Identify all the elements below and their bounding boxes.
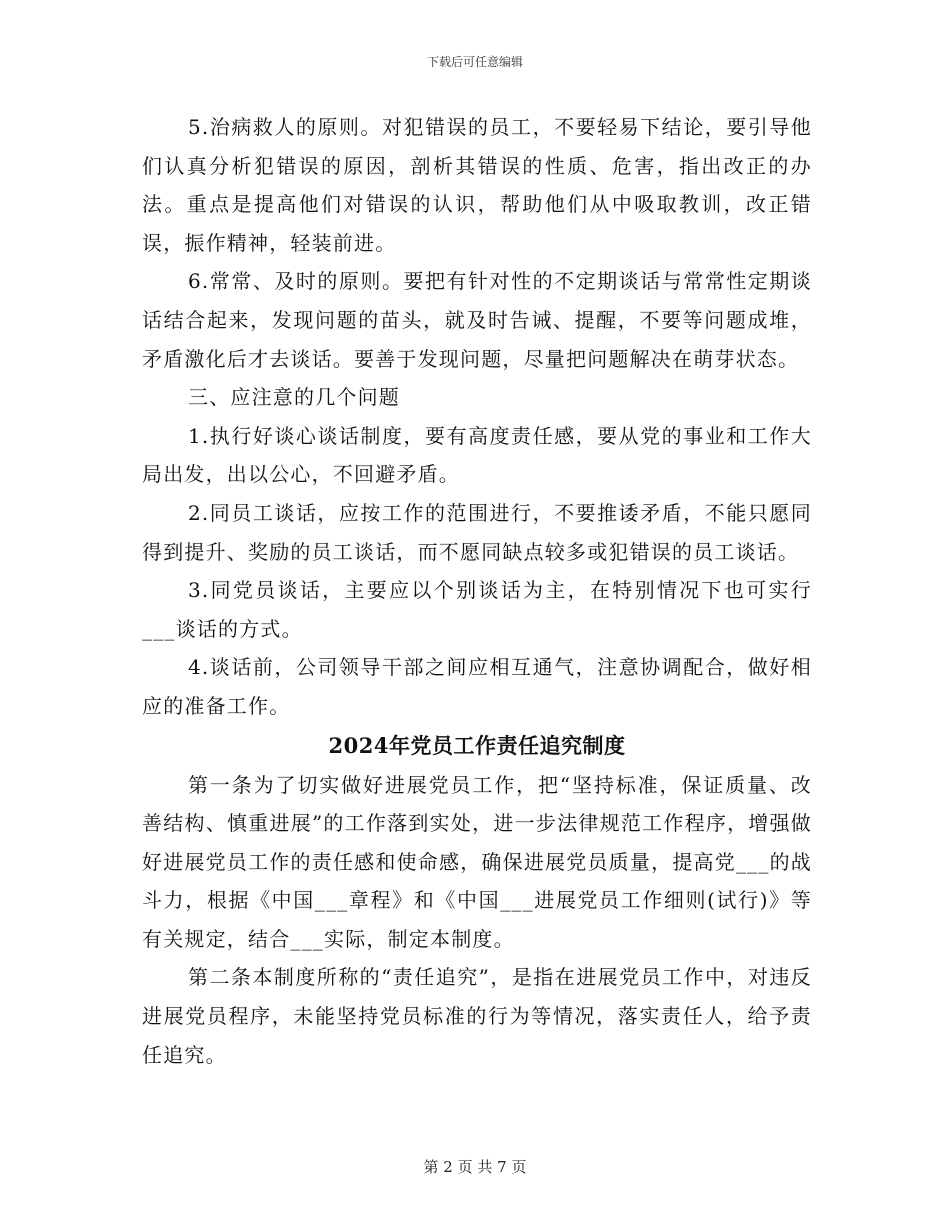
paragraph-article-2: 第二条本制度所称的“责任追究”，是指在进展党员工作中，对违反进展党员程序，未能坚持党员标准的行为等情况，落实责任人，给予责任追究。 bbox=[142, 965, 812, 1067]
paragraph-issue-2: 2.同员工谈话，应按工作的范围进行，不要推诿矛盾，不能只愿同得到提升、奖励的员工谈话，而不愿同缺点较多或犯错误的员工谈话。 bbox=[142, 500, 812, 564]
paragraph-issue-4: 4.谈话前，公司领导干部之间应相互通气，注意协调配合，做好相应的准备工作。 bbox=[142, 655, 812, 718]
page-header: 下载后可任意编辑 bbox=[426, 55, 523, 69]
paragraph-principle-6: 6.常常、及时的原则。要把有针对性的不定期谈话与常常性定期谈话结合起来，发现问题的苗头，就及时告诫、提醒，不要等问题成堆，矛盾激化后才去谈话。要善于发现问题，尽量把问题解决在萌芽状态。 bbox=[142, 269, 812, 371]
document-body bbox=[142, 108, 812, 1074]
document-title: 2024年党员工作责任追究制度 bbox=[328, 732, 626, 758]
paragraph-issue-1: 1.执行好谈心谈话制度，要有高度责任感，要从党的事业和工作大局出发，出以公心，不回避矛盾。 bbox=[142, 423, 812, 487]
paragraph-article-1: 第一条为了切实做好进展党员工作，把“坚持标准，保证质量、改善结构、慎重进展”的工作落到实处，进一步法律规范工作程序，增强做好进展党员工作的责任感和使命感，确保进展党员质量，提高党___的战斗力，根据《中国___章程》和《中国___进展党员工作细则(试行)》等有关规定，结合___实际，制定本制度。 bbox=[142, 772, 812, 951]
page-number: 第 2 页 共 7 页 bbox=[423, 1158, 527, 1176]
section-heading-issues: 三、应注意的几个问题 bbox=[188, 385, 400, 410]
paragraph-issue-3: 3.同党员谈话，主要应以个别谈话为主，在特别情况下也可实行___谈话的方式。 bbox=[142, 578, 812, 641]
paragraph-principle-5: 5.治病救人的原则。对犯错误的员工，不要轻易下结论，要引导他们认真分析犯错误的原因，剖析其错误的性质、危害，指出改正的办法。重点是提高他们对错误的认识，帮助他们从中吸取教训，改正错误，振作精神，轻装前进。 bbox=[142, 115, 812, 255]
